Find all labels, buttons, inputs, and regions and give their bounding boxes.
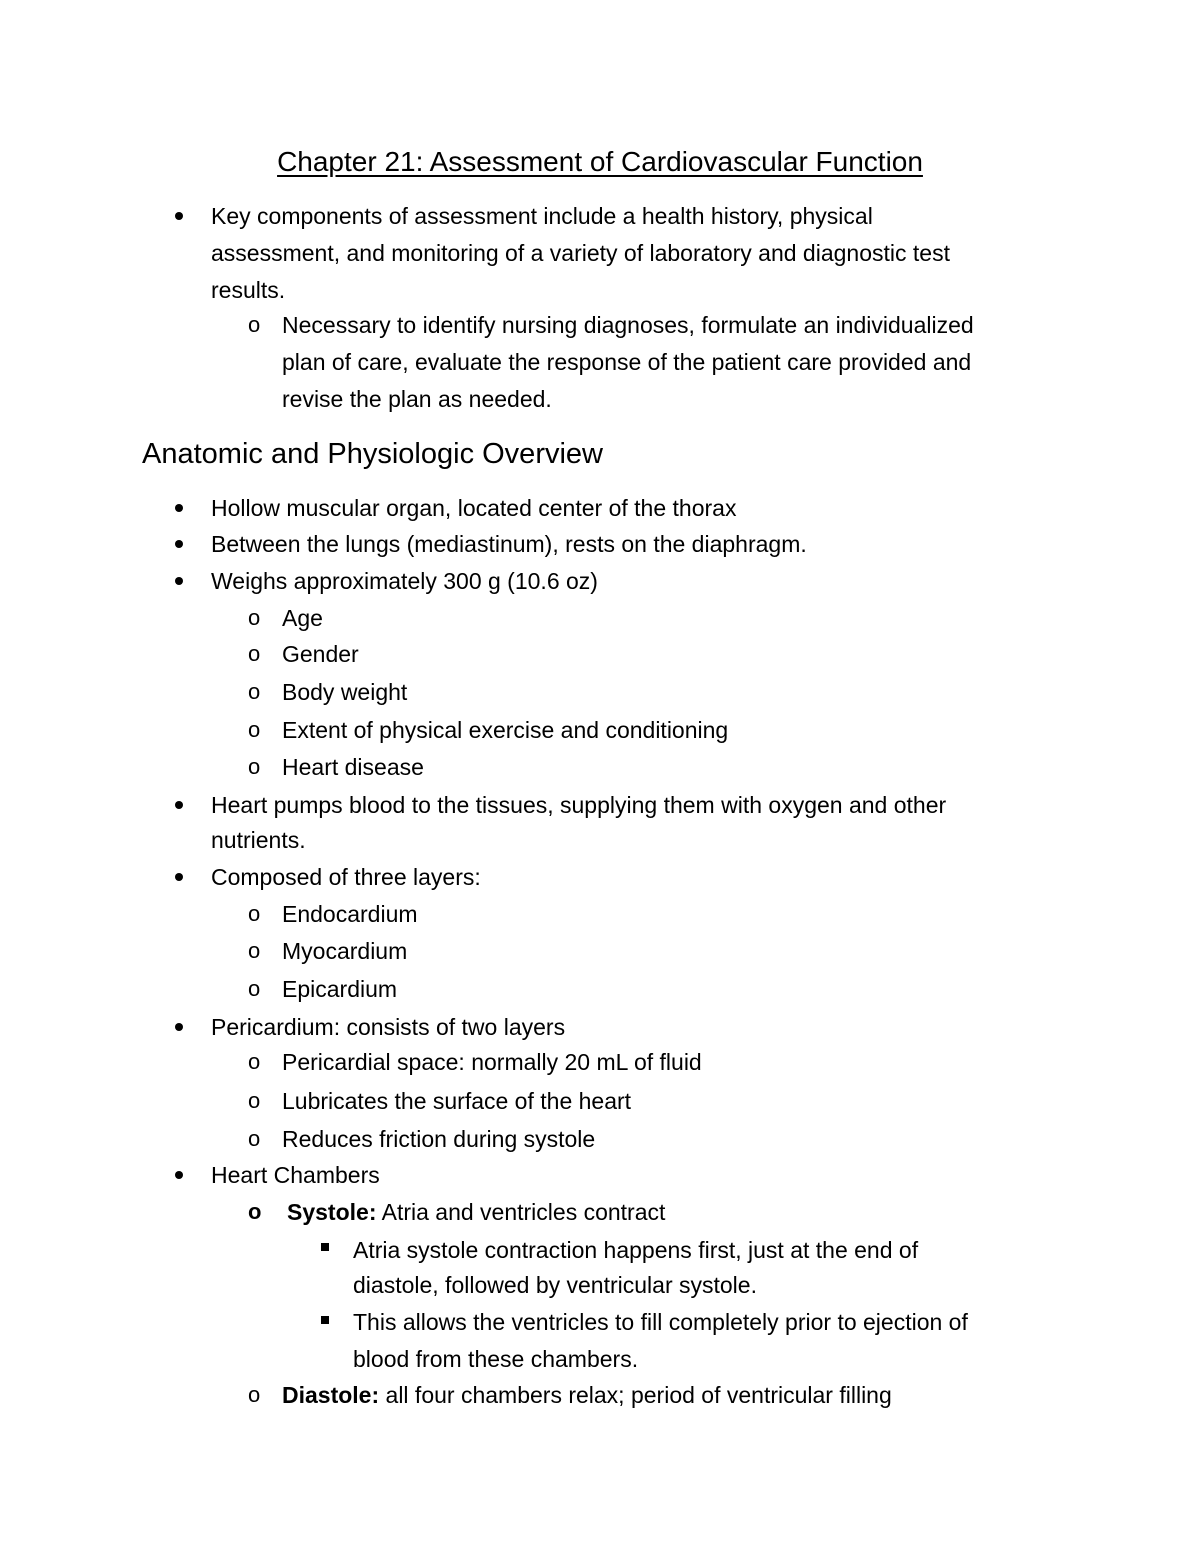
weight-factor: Body weight [282, 679, 408, 705]
overview-bullet-3: Weighs approximately 300 g (10.6 oz) [211, 568, 598, 594]
overview-bullet-4-line-1: Heart pumps blood to the tissues, supplying them with oxygen and other [211, 792, 947, 818]
systole-line [287, 1197, 665, 1227]
bullet-marker [175, 1023, 183, 1031]
bullet-marker [175, 801, 183, 809]
bullet-marker [175, 577, 183, 585]
systole-detail-2-line-2: blood from these chambers. [353, 1346, 639, 1372]
weight-factor: Heart disease [282, 754, 424, 780]
square-marker [321, 1316, 329, 1324]
circle-marker: o [248, 1088, 261, 1113]
intro-sub-line-3: revise the plan as needed. [282, 386, 552, 412]
heart-layer: Epicardium [282, 976, 398, 1002]
circle-marker: o [248, 1049, 261, 1074]
circle-marker: o [248, 312, 261, 337]
overview-bullet-5: Composed of three layers: [211, 864, 481, 890]
circle-marker: o [248, 605, 261, 630]
weight-factor: Gender [282, 641, 359, 667]
circle-marker: o [248, 754, 261, 779]
weight-factor: Extent of physical exercise and conditioning [282, 717, 729, 743]
pericardium-detail: Reduces friction during systole [282, 1126, 596, 1152]
page-title: Chapter 21: Assessment of Cardiovascular Function [277, 146, 923, 177]
bullet-marker [175, 504, 183, 512]
circle-marker: o [248, 938, 261, 963]
bullet-marker [175, 212, 183, 220]
circle-marker: o [248, 1126, 261, 1151]
circle-marker: o [248, 641, 261, 666]
square-marker [321, 1243, 329, 1251]
overview-bullet-6: Pericardium: consists of two layers [211, 1014, 566, 1040]
diastole-text: all four chambers relax; period of ventricular filling [379, 1382, 892, 1408]
pericardium-detail: Pericardial space: normally 20 mL of fluid [282, 1049, 702, 1075]
heart-layer: Myocardium [282, 938, 408, 964]
section-heading: Anatomic and Physiologic Overview [142, 438, 603, 470]
overview-bullet-4-line-2: nutrients. [211, 827, 306, 853]
heart-layer: Endocardium [282, 901, 418, 927]
diastole-line [282, 1380, 892, 1410]
circle-marker: o [248, 717, 261, 742]
diastole-label: Diastole: [282, 1382, 380, 1408]
circle-marker: o [248, 901, 261, 926]
bullet-marker [175, 873, 183, 881]
intro-line-2: assessment, and monitoring of a variety of laboratory and diagnostic test [211, 240, 950, 266]
overview-bullet-2: Between the lungs (mediastinum), rests on the diaphragm. [211, 531, 807, 557]
bullet-marker [175, 1171, 183, 1179]
systole-detail-2-line-1: This allows the ventricles to fill completely prior to ejection of [353, 1309, 968, 1335]
circle-marker: o [248, 976, 261, 1001]
bullet-marker [175, 540, 183, 548]
circle-marker: o [248, 679, 261, 704]
pericardium-detail: Lubricates the surface of the heart [282, 1088, 632, 1114]
intro-line-1: Key components of assessment include a health history, physical [211, 203, 873, 229]
circle-marker: o [248, 1199, 262, 1224]
intro-sub-line-2: plan of care, evaluate the response of the patient care provided and [282, 349, 972, 375]
systole-text: Atria and ventricles contract [376, 1199, 666, 1225]
overview-bullet-7: Heart Chambers [211, 1162, 380, 1188]
systole-detail-1-line-1: Atria systole contraction happens first, just at the end of [353, 1237, 919, 1263]
overview-bullet-1: Hollow muscular organ, located center of the thorax [211, 495, 737, 521]
intro-sub-line-1: Necessary to identify nursing diagnoses, formulate an individualized [282, 312, 974, 338]
circle-marker: o [248, 1382, 261, 1407]
intro-line-3: results. [211, 277, 286, 303]
systole-detail-1-line-2: diastole, followed by ventricular systole. [353, 1272, 757, 1298]
weight-factor: Age [282, 605, 323, 631]
systole-label: Systole: [287, 1199, 377, 1225]
